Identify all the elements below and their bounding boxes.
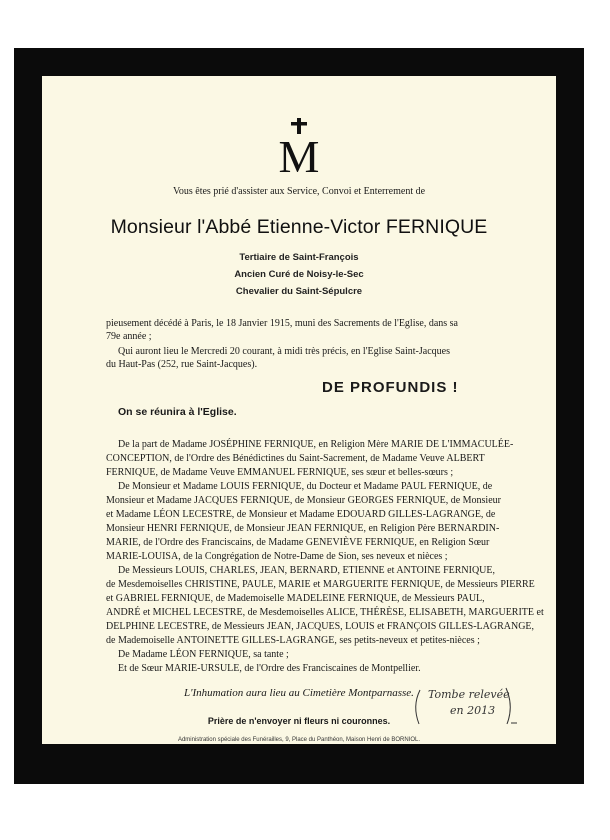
family-line: CONCEPTION, de l'Ordre des Bénédictines du Saint-Sacrement, de Madame Veuve ALBERT	[106, 453, 485, 464]
family-line: et GABRIEL FERNIQUE, de Mademoiselle MADELEINE FERNIQUE, de Messieurs PAUL,	[106, 593, 485, 604]
cross-monogram-icon	[42, 116, 556, 181]
family-line: De Messieurs LOUIS, CHARLES, JEAN, BERNARD, ETIENNE et ANTOINE FERNIQUE,	[118, 565, 496, 576]
family-line: et Madame LÉON LECESTRE, de Monsieur et Madame EDOUARD GILLES-LAGRANGE, de	[106, 509, 496, 520]
handwritten-text: Tombe relevée	[428, 688, 510, 701]
title-line: Ancien Curé de Noisy-le-Sec	[234, 269, 364, 280]
family-line: Monsieur et Madame JACQUES FERNIQUE, de Monsieur GEORGES FERNIQUE, de Monsieur	[106, 495, 501, 506]
handwritten-text: en 2013	[450, 704, 496, 717]
title-line: Chevalier du Saint-Sépulcre	[235, 286, 363, 297]
de-profundis-heading: DE PROFUNDIS !	[322, 379, 459, 396]
handwritten-annotation	[410, 686, 518, 730]
body-line: pieusement décédé à Paris, le 18 Janvier 1915, muni des Sacrements de l'Eglise, dans sa	[106, 318, 458, 329]
family-line: De Madame LÉON FERNIQUE, sa tante ;	[118, 649, 289, 660]
family-line: de Mesdemoiselles CHRISTINE, PAULE, MARIE et MARGUERITE FERNIQUE, de Messieurs PIERRE	[106, 579, 535, 590]
family-line: De Monsieur et Madame LOUIS FERNIQUE, du Docteur et Madame PAUL FERNIQUE, de	[118, 481, 493, 492]
family-line: ANDRÉ et MICHEL LECESTRE, de Mesdemoiselles ALICE, THÉRÈSE, ELISABETH, MARGUERITE et	[106, 607, 544, 618]
body-line: Qui auront lieu le Mercredi 20 courant, à midi très précis, en l'Eglise Saint-Jacques	[118, 346, 450, 357]
family-line: Et de Sœur MARIE-URSULE, de l'Ordre des Franciscaines de Montpellier.	[118, 663, 421, 674]
invitation-line: Vous êtes prié d'assister aux Service, Convoi et Enterrement de	[172, 186, 426, 197]
funeral-notice	[42, 76, 556, 744]
inhumation-line: L'Inhumation aura lieu au Cimetière Montparnasse.	[184, 687, 414, 699]
svg-text:M: M	[278, 131, 320, 176]
family-line: DELPHINE LECESTRE, de Messieurs JEAN, JACQUES, LOUIS et FRANÇOIS GILLES-LAGRANGE,	[106, 621, 535, 632]
family-line: De la part de Madame JOSÉPHINE FERNIQUE, en Religion Mère MARIE DE L'IMMACULÉE-	[118, 439, 514, 450]
reunion-line: On se réunira à l'Eglise.	[118, 406, 237, 418]
administration-line: Administration spéciale des Funérailles, 9, Place du Panthéon, Maison Henri de BORNIOL.	[177, 737, 421, 743]
family-line: MARIE, de l'Ordre des Franciscains, de Madame GENEVIÈVE FERNIQUE, en Religion Sœur	[106, 537, 490, 548]
family-line: MARIE-LOUISA, de la Congrégation de Notre-Dame de Sion, ses neveux et nièces ;	[106, 551, 448, 562]
family-line: Monsieur HENRI FERNIQUE, de Monsieur JEAN FERNIQUE, en Religion Père BERNARDIN-	[106, 523, 500, 534]
title-line: Tertiaire de Saint-François	[239, 252, 359, 263]
deceased-name: Monsieur l'Abbé Etienne-Victor FERNIQUE	[110, 216, 488, 238]
body-line: du Haut-Pas (252, rue Saint-Jacques).	[106, 359, 258, 370]
family-line: FERNIQUE, de Madame Veuve EMMANUEL FERNIQUE, ses sœur et belles-sœurs ;	[106, 467, 454, 478]
request-line: Prière de n'envoyer ni fleurs ni couronnes.	[207, 716, 391, 726]
family-line: de Mademoiselle ANTOINETTE GILLES-LAGRANGE, ses petits-neveux et petites-nièces ;	[106, 635, 480, 646]
body-line: 79e année ;	[106, 331, 152, 342]
